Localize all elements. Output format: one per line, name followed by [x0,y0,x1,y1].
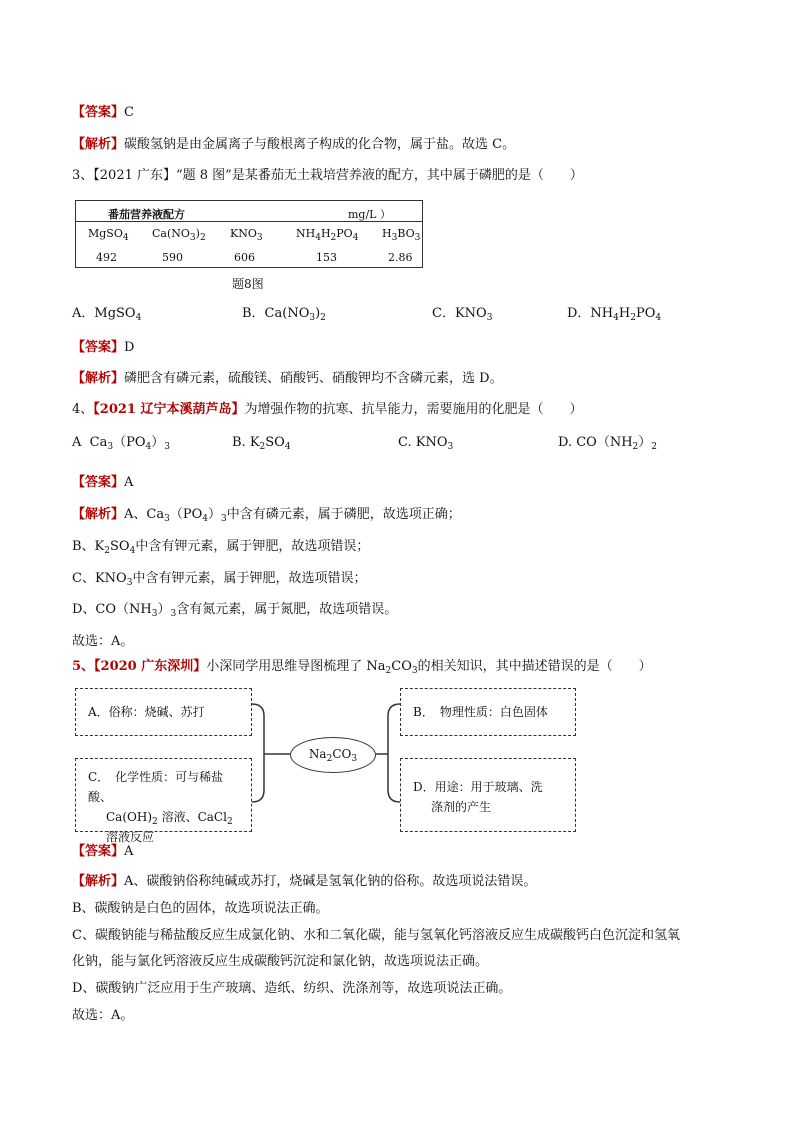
table-value: 153 [316,251,337,264]
q2-analysis: 碳酸氢钠是由金属离子与酸根离子构成的化合物，属于盐。故选 C。 [124,137,516,152]
q5-answer-line [72,843,133,861]
answer-tag: 【答案】 [72,340,125,355]
q4-analysis-a: 【解析】A、$Ca_3(PO_4)_3$中含有磷元素，属于磷肥，故选项正确； [72,507,461,524]
table-value: 2.86 [388,251,413,264]
analysis-tag: 【解析】 [72,137,125,152]
answer-tag: 【答案】 [72,105,125,120]
q3-option-c: C．$KNO_3$ [432,306,493,323]
table-col-header: $NH_4H_2PO_4$ [296,227,359,243]
q3-analysis: 磷肥含有磷元素，硫酸镁、硝酸钙、硝酸钾均不含磷元素，选 D。 [124,371,503,386]
q4-option-c: C. $KNO_3$ [398,435,454,452]
answer-tag: 【答案】 [72,475,125,490]
table-unit: mg/L ） [348,208,391,221]
q4-analysis-b: B、$K_2SO_4$中含有钾元素，属于钾肥，故选项错误； [72,539,370,556]
table-title: 番茄营养液配方 [108,208,185,221]
q4-option-d: D. $CO(NH_2)_2$ [558,435,658,452]
q4-analysis-c: C、$KNO_3$中含有钾元素，属于钾肥，故选项错误； [72,571,367,588]
q4-analysis-d: D、$CO(NH_3)_3$含有氮元素，属于氮肥，故选项错误。 [72,602,398,619]
q4-option-b: B. $K_2SO_4$ [232,435,291,452]
q4-option-a: A $Ca_3(PO_4)_3$ [72,435,170,452]
q5-analysis-c1: C、碳酸钠能与稀盐酸反应生成氯化钠、水和二氧化碳，能与氢氧化钙溶液反应生成碳酸钙白色沉淀和氢氧 [72,928,680,943]
q5-conclusion: 故选：A。 [72,1008,134,1023]
q2-answer: C [124,105,134,120]
map-box-c: C． 化学性质：可与稀盐酸、 $Ca(OH)_2$ 溶液、CaCl$_2$ 溶液反应 [75,758,252,832]
map-box-b: B． 物理性质：白色固体 [400,688,576,736]
answer-tag: 【答案】 [72,844,125,859]
table-value: 590 [162,251,183,264]
question-source: 【2020 广东深圳】 [94,659,207,674]
q5-analysis-a: 【解析】A、碳酸钠俗称纯碱或苏打，烧碱是氢氧化钠的俗称。故选项说法错误。 [72,874,537,889]
q5-stem: 5、【2020 广东深圳】小深同学用思维导图梳理了 $Na_2CO_3$的相关知识，其中描述错误的是（ ） [72,659,652,676]
q5-answer: A [124,844,134,859]
q3-stem: 3、【2021 广东】“题 8 图”是某番茄无土栽培营养液的配方，其中属于磷肥的是（ ） [72,168,583,183]
analysis-tag: 【解析】 [72,874,125,889]
q4-stem: 4、【2021 辽宁本溪葫芦岛】为增强作物的抗寒、抗旱能力，需要施用的化肥是（ ） [72,402,583,417]
q5-analysis-d: D、碳酸钠广泛应用于生产玻璃、造纸、纺织、洗涤剂等，故选项说法正确。 [72,981,512,996]
map-box-a: A．俗称：烧碱、苏打 [75,688,252,736]
question-source: 【2021 辽宁本溪葫芦岛】 [93,402,245,417]
table-caption: 题8图 [232,277,264,291]
q3-option-d: D．$NH_4H_2PO_4$ [567,306,662,323]
table-col-header: $KNO_3$ [230,227,263,243]
analysis-tag: 【解析】 [72,507,125,522]
analysis-tag: 【解析】 [72,371,125,386]
table-col-header: $Ca(NO_3)_2$ [152,227,206,243]
q5-analysis-b: B、碳酸钠是白色的固体，故选项说法正确。 [72,901,329,916]
q4-conclusion: 故选：A。 [72,634,134,649]
table-value: 492 [96,251,117,264]
q3-answer: D [124,340,135,355]
table-col-header: MgSO$_4$ [88,227,129,243]
map-box-d: D．用途：用于玻璃、洗 涤剂的产生 [400,758,576,832]
table-col-header: $H_3BO_3$ [382,227,421,243]
q3-option-b: B．$Ca(NO_3)_2$ [242,306,326,323]
q5-analysis-c2: 化钠，能与氯化钙溶液反应生成碳酸钙沉淀和氯化钠，故选项说法正确。 [72,954,489,969]
table-value: 606 [234,251,255,264]
q4-answer: A [124,475,134,490]
q3-option-a: A．MgSO$_4$ [72,306,142,323]
map-center: $Na_2CO_3$ [290,737,376,773]
